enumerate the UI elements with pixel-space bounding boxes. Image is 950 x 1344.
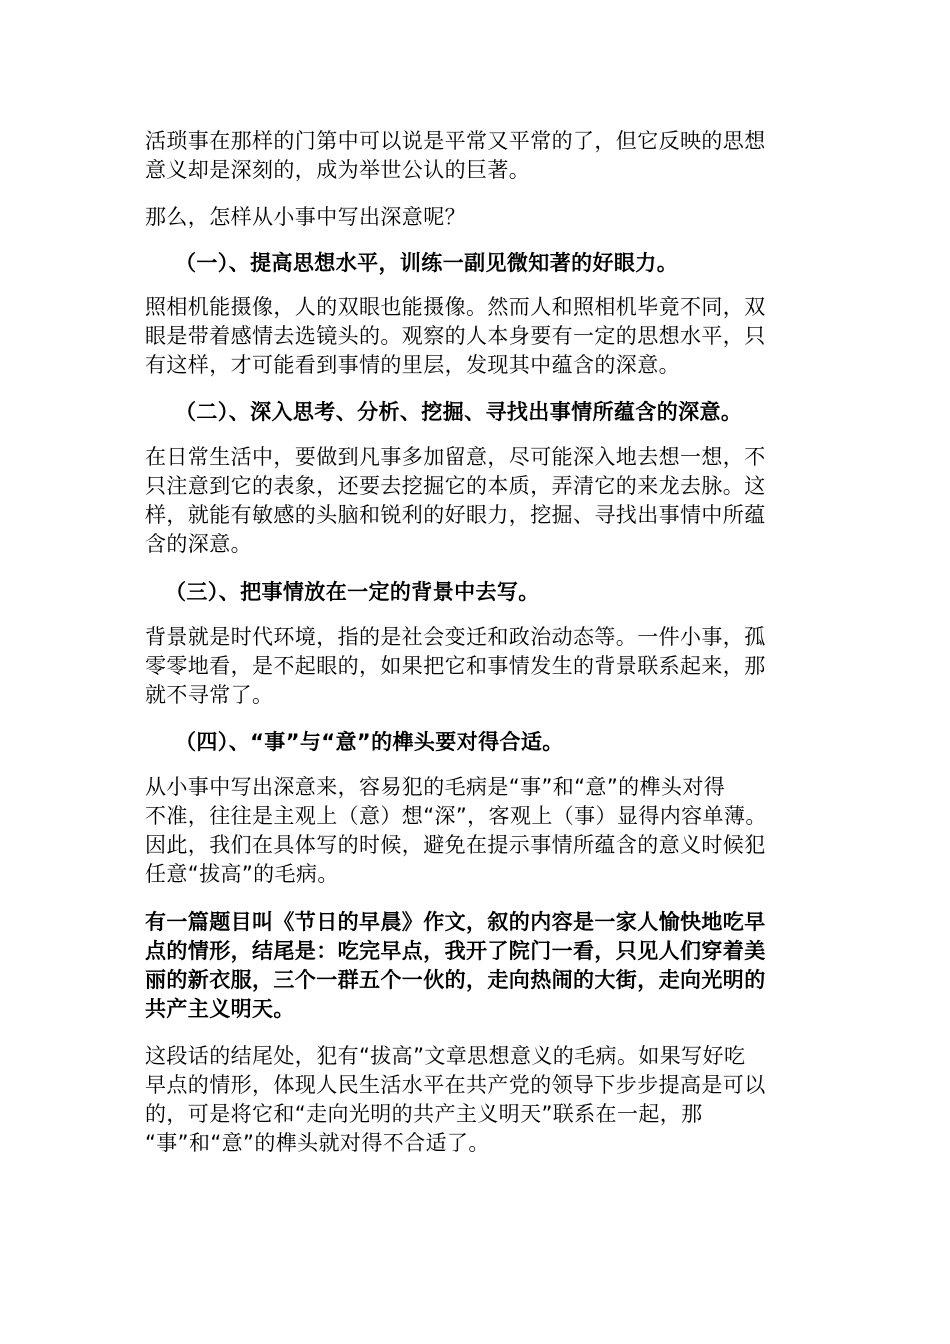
section-heading-3: （三）、把事情放在一定的背景中去写。	[165, 580, 540, 604]
text-line: 有一篇题目叫《节日的早晨》作文，叙的内容是一家人愉快地吃早	[145, 910, 766, 934]
paragraph-question	[145, 203, 805, 232]
text-line: “事”和“意”的榫头就对得不合适了。	[145, 1131, 490, 1155]
text-line: 点的情形，结尾是：吃完早点，我开了院门一看，只见人们穿着美	[145, 939, 766, 963]
text-line: 任意“拔高”的毛病。	[145, 862, 339, 886]
text-line: 因此，我们在具体写的时候，避免在提示事情所蕴含的意义时候犯	[145, 833, 766, 857]
text-line: 照相机能摄像，人的双眼也能摄像。然而人和照相机毕竟不同，双	[145, 295, 766, 319]
text-line: 不准，往往是主观上（意）想“深”，客观上（事）显得内容单薄。	[145, 804, 767, 828]
text-line: 那么，怎样从小事中写出深意呢？	[145, 205, 466, 229]
text-line: 就不寻常了。	[145, 683, 274, 707]
section-heading-1: （一）、提高思想水平，训练一副见微知著的好眼力。	[175, 251, 679, 275]
text-line: 从小事中写出深意来，容易犯的毛病是“事”和“意”的榫头对得	[145, 775, 726, 799]
text-line: 在日常生活中，要做到凡事多加留意，尽可能深入地去想一想，不	[145, 445, 766, 469]
paragraph-section-4	[145, 773, 805, 889]
paragraph-commentary	[145, 1042, 805, 1158]
text-line: 这段话的结尾处，犯有“拔高”文章思想意义的毛病。如果写好吃	[145, 1044, 746, 1068]
text-line: 只注意到它的表象，还要去挖掘它的本质，弄清它的来龙去脉。这	[145, 474, 766, 498]
text-line: 样，就能有敏感的头脑和锐利的好眼力，挖掘、寻找出事情中所蕴	[145, 503, 766, 527]
text-line: 丽的新衣服，三个一群五个一伙的，走向热闹的大街，走向光明的	[145, 968, 766, 992]
text-line: 的，可是将它和“走向光明的共产主义明天”联系在一起，那	[145, 1102, 703, 1126]
text-line: 零零地看，是不起眼的，如果把它和事情发生的背景联系起来，那	[145, 654, 766, 678]
paragraph-example-bold	[145, 908, 805, 1024]
text-line: 意义却是深刻的，成为举世公认的巨著。	[145, 158, 531, 182]
text-line: 早点的情形，体现人民生活水平在共产党的领导下步步提高是可以	[145, 1073, 766, 1097]
text-line: 共产主义明天。	[145, 997, 295, 1021]
paragraph-section-1	[145, 293, 805, 380]
section-heading-2: （二）、深入思考、分析、挖掘、寻找出事情所蕴含的深意。	[175, 400, 743, 424]
text-line: 有这样，才可能看到事情的里层，发现其中蕴含的深意。	[145, 353, 680, 377]
section-heading-4: （四）、“事”与“意”的榫头要对得合适。	[175, 730, 564, 754]
paragraph-section-2	[145, 443, 805, 559]
text-line: 背景就是时代环境，指的是社会变迁和政治动态等。一件小事，孤	[145, 625, 766, 649]
paragraph-intro-continuation	[145, 127, 805, 185]
text-line: 活琐事在那样的门第中可以说是平常又平常的了，但它反映的思想	[145, 129, 766, 153]
paragraph-section-3	[145, 623, 805, 710]
text-line: 含的深意。	[145, 532, 252, 556]
text-line: 眼是带着感情去选镜头的。观察的人本身要有一定的思想水平，只	[145, 324, 766, 348]
